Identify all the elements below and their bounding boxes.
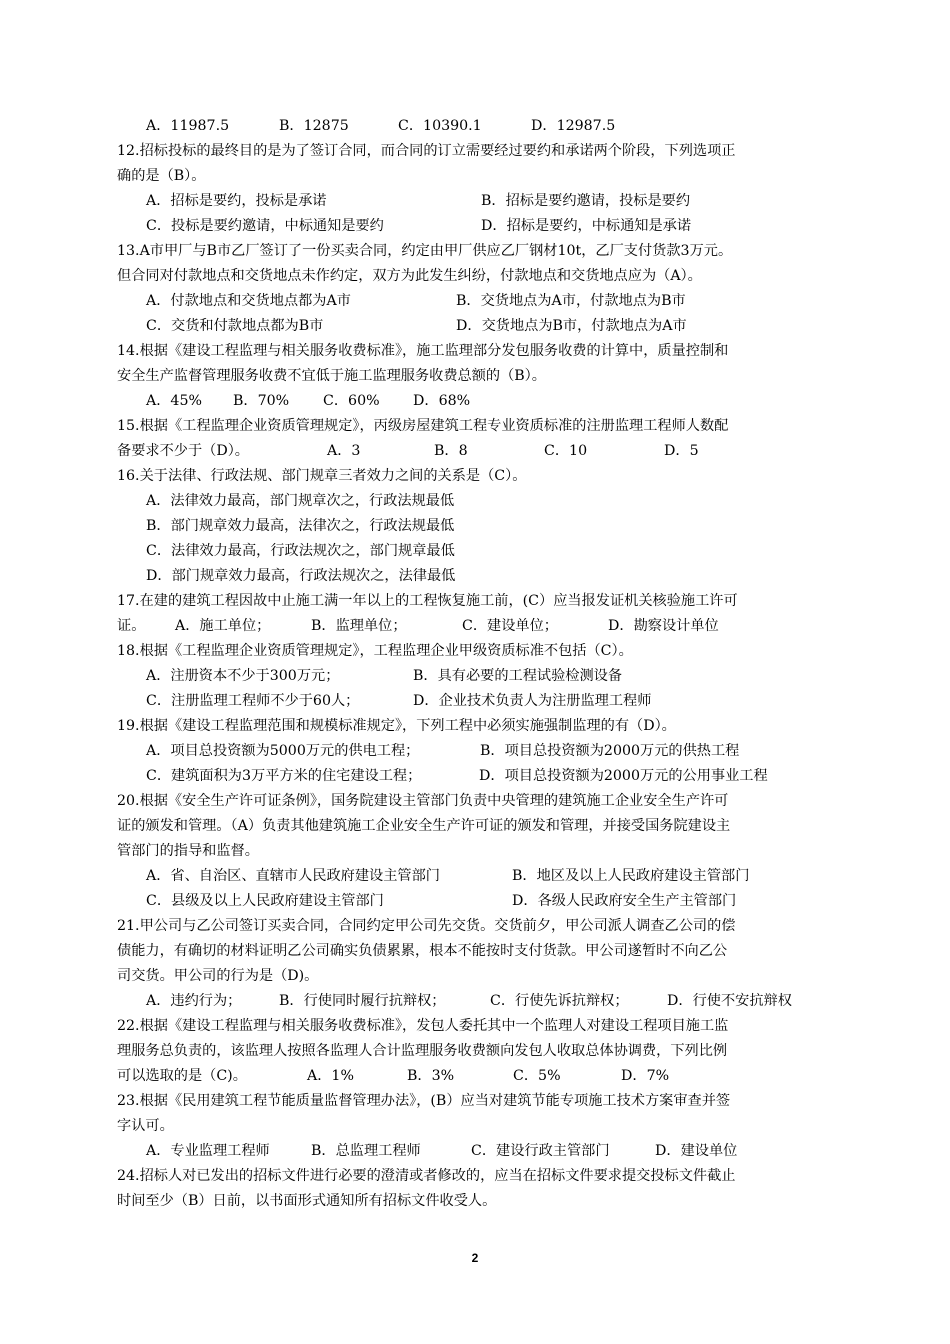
page-number: 2 <box>471 1251 479 1265</box>
question-13-stem-line-2: 但合同对付款地点和交货地点未作约定，双方为此发生纠纷，付款地点和交货地点应为（A）。 <box>117 268 702 284</box>
question-21-stem-line-1: 21.甲公司与乙公司签订买卖合同，合同约定甲公司先交货。交货前夕，甲公司派人调查乙公司的偿 <box>117 918 736 934</box>
question-12-options-row-2 <box>146 214 846 239</box>
option-d: D．行使不安抗辩权 <box>667 993 792 1009</box>
option-b: B．70% <box>233 393 290 409</box>
option-c: C．5% <box>513 1068 561 1084</box>
question-15-stem-text: 备要求不少于（D）。 <box>117 443 249 459</box>
option-c: C．县级及以上人民政府建设主管部门 <box>146 893 384 909</box>
option-c: C．60% <box>323 393 380 409</box>
option-a: A．付款地点和交货地点都为A市 <box>146 293 351 309</box>
question-22-stem-text: 可以选取的是（C)。 <box>117 1068 247 1084</box>
question-16-option-c: C．法律效力最高，行政法规次之，部门规章最低 <box>146 543 455 559</box>
option-a: A．项目总投资额为5000万元的供电工程； <box>146 743 420 759</box>
question-18-options-row-1 <box>146 664 846 689</box>
option-d: D．68% <box>413 393 471 409</box>
option-b: B．8 <box>434 443 468 459</box>
question-13-options-row-2 <box>146 314 846 339</box>
question-15-stem-line-2 <box>117 439 847 464</box>
option-b: B．地区及以上人民政府建设主管部门 <box>512 868 750 884</box>
option-d: D．交货地点为B市，付款地点为A市 <box>456 318 687 334</box>
question-20-stem-line-2: 证的颁发和管理。（A）负责其他建筑施工企业安全生产许可证的颁发和管理，并接受国务院建设主 <box>117 818 731 834</box>
question-22-stem-line-3 <box>117 1064 847 1089</box>
question-23-stem-line-2: 字认可。 <box>117 1118 174 1134</box>
option-d: D．建设单位 <box>655 1143 738 1159</box>
question-17-stem-text: 证。 <box>117 618 146 634</box>
question-12-stem-line-1: 12.招标投标的最终目的是为了签订合同，而合同的订立需要经过要约和承诺两个阶段，下列选项正 <box>117 143 736 159</box>
question-16-option-b: B．部门规章效力最高，法律次之，行政法规最低 <box>146 518 455 534</box>
q11-options <box>146 114 846 139</box>
option-d: D．各级人民政府安全生产主管部门 <box>512 893 737 909</box>
question-18-options-row-2 <box>146 689 846 714</box>
option-a: A．施工单位； <box>175 618 271 634</box>
option-a: A．3 <box>327 443 361 459</box>
question-13-stem-line-1: 13.A市甲厂与B市乙厂签订了一份买卖合同，约定由甲厂供应乙厂钢材10t，乙厂支付货款3万元。 <box>117 243 733 259</box>
question-19-stem: 19.根据《建设工程监理范围和规模标准规定》，下列工程中必须实施强制监理的有（D）。 <box>117 718 676 734</box>
option-c: C．投标是要约邀请，中标通知是要约 <box>146 218 384 234</box>
question-24-stem-line-2: 时间至少（B）日前，以书面形式通知所有招标文件收受人。 <box>117 1193 497 1209</box>
option-c: C．行使先诉抗辩权； <box>490 993 629 1009</box>
option-b: B．监理单位； <box>311 618 407 634</box>
question-17-stem-line-2 <box>117 614 847 639</box>
option-a: A．1% <box>307 1068 354 1084</box>
question-19-options-row-1 <box>146 739 846 764</box>
question-20-options-row-2 <box>146 889 846 914</box>
option-c: C．建筑面积为3万平方米的住宅建设工程； <box>146 768 422 784</box>
option-c: C．10390.1 <box>398 118 482 134</box>
question-18-stem: 18.根据《工程监理企业资质管理规定》，工程监理企业甲级资质标准不包括（C）。 <box>117 643 633 659</box>
option-b: B．项目总投资额为2000万元的供热工程 <box>480 743 740 759</box>
option-d: D．企业技术负责人为注册监理工程师 <box>413 693 652 709</box>
question-22-stem-line-1: 22.根据《建设工程监理与相关服务收费标准》，发包人委托其中一个监理人对建设工程项目施工监 <box>117 1018 729 1034</box>
question-14-options <box>146 389 846 414</box>
question-16-option-d: D．部门规章效力最高，行政法规次之，法律最低 <box>146 568 456 584</box>
question-23-options <box>146 1139 846 1164</box>
question-20-stem-line-1: 20.根据《安全生产许可证条例》，国务院建设主管部门负责中央管理的建筑施工企业安全生产许可 <box>117 793 729 809</box>
option-a: A．45% <box>146 393 202 409</box>
question-17-stem-line-1: 17.在建的建筑工程因故中止施工满一年以上的工程恢复施工前，(C）应当报发证机关核验施工许可 <box>117 593 738 609</box>
option-b: B．招标是要约邀请，投标是要约 <box>481 193 691 209</box>
option-b: B．具有必要的工程试验检测设备 <box>413 668 623 684</box>
option-c: C．交货和付款地点都为B市 <box>146 318 324 334</box>
option-a: A．专业监理工程师 <box>146 1143 270 1159</box>
option-a: A．11987.5 <box>146 118 230 134</box>
question-20-options-row-1 <box>146 864 846 889</box>
option-d: D．招标是要约，中标通知是承诺 <box>481 218 692 234</box>
question-19-options-row-2 <box>146 764 846 789</box>
option-a: A．招标是要约，投标是承诺 <box>146 193 327 209</box>
option-a: A．违约行为； <box>146 993 242 1009</box>
question-21-options <box>146 989 846 1014</box>
option-c: C．建设单位； <box>462 618 558 634</box>
option-a: A．省、自治区、直辖市人民政府建设主管部门 <box>146 868 440 884</box>
question-22-stem-line-2: 理服务总负责的，该监理人按照各监理人合计监理服务收费额向发包人收取总体协调费，下列比例 <box>117 1043 728 1059</box>
question-24-stem-line-1: 24.招标人对已发出的招标文件进行必要的澄清或者修改的，应当在招标文件要求提交投标文件截止 <box>117 1168 736 1184</box>
option-b: B．3% <box>407 1068 455 1084</box>
option-d: D．项目总投资额为2000万元的公用事业工程 <box>479 768 768 784</box>
option-c: C．10 <box>544 443 588 459</box>
option-c: C．建设行政主管部门 <box>471 1143 610 1159</box>
question-16-option-a: A．法律效力最高，部门规章次之，行政法规最低 <box>146 493 455 509</box>
question-13-options-row-1 <box>146 289 846 314</box>
option-b: B．12875 <box>279 118 349 134</box>
option-d: D．7% <box>621 1068 670 1084</box>
question-14-stem-line-2: 安全生产监督管理服务收费不宜低于施工监理服务收费总额的（B）。 <box>117 368 546 384</box>
option-a: A．注册资本不少于300万元； <box>146 668 340 684</box>
question-15-stem-line-1: 15.根据《工程监理企业资质管理规定》，丙级房屋建筑工程专业资质标准的注册监理工程师人数配 <box>117 418 729 434</box>
question-12-options-row-1 <box>146 189 846 214</box>
question-20-stem-line-3: 管部门的指导和监督。 <box>117 843 259 859</box>
question-21-stem-line-2: 债能力，有确切的材料证明乙公司确实负债累累，根本不能按时支付货款。甲公司遂暂时不向乙公 <box>117 943 728 959</box>
option-d: D．12987.5 <box>531 118 616 134</box>
option-d: D．勘察设计单位 <box>608 618 719 634</box>
option-b: B．总监理工程师 <box>311 1143 421 1159</box>
option-b: B．交货地点为A市，付款地点为B市 <box>456 293 686 309</box>
option-c: C．注册监理工程师不少于60人； <box>146 693 360 709</box>
question-14-stem-line-1: 14.根据《建设工程监理与相关服务收费标准》，施工监理部分发包服务收费的计算中，质量控制和 <box>117 343 729 359</box>
option-d: D．5 <box>664 443 699 459</box>
question-16-stem: 16.关于法律、行政法规、部门规章三者效力之间的关系是（C）。 <box>117 468 527 484</box>
question-23-stem-line-1: 23.根据《民用建筑工程节能质量监督管理办法》，(B）应当对建筑节能专项施工技术方案审查并签 <box>117 1093 731 1109</box>
question-12-stem-line-2: 确的是（B）。 <box>117 168 206 184</box>
question-21-stem-line-3: 司交货。甲公司的行为是（D)。 <box>117 968 319 984</box>
option-b: B．行使同时履行抗辩权； <box>279 993 446 1009</box>
